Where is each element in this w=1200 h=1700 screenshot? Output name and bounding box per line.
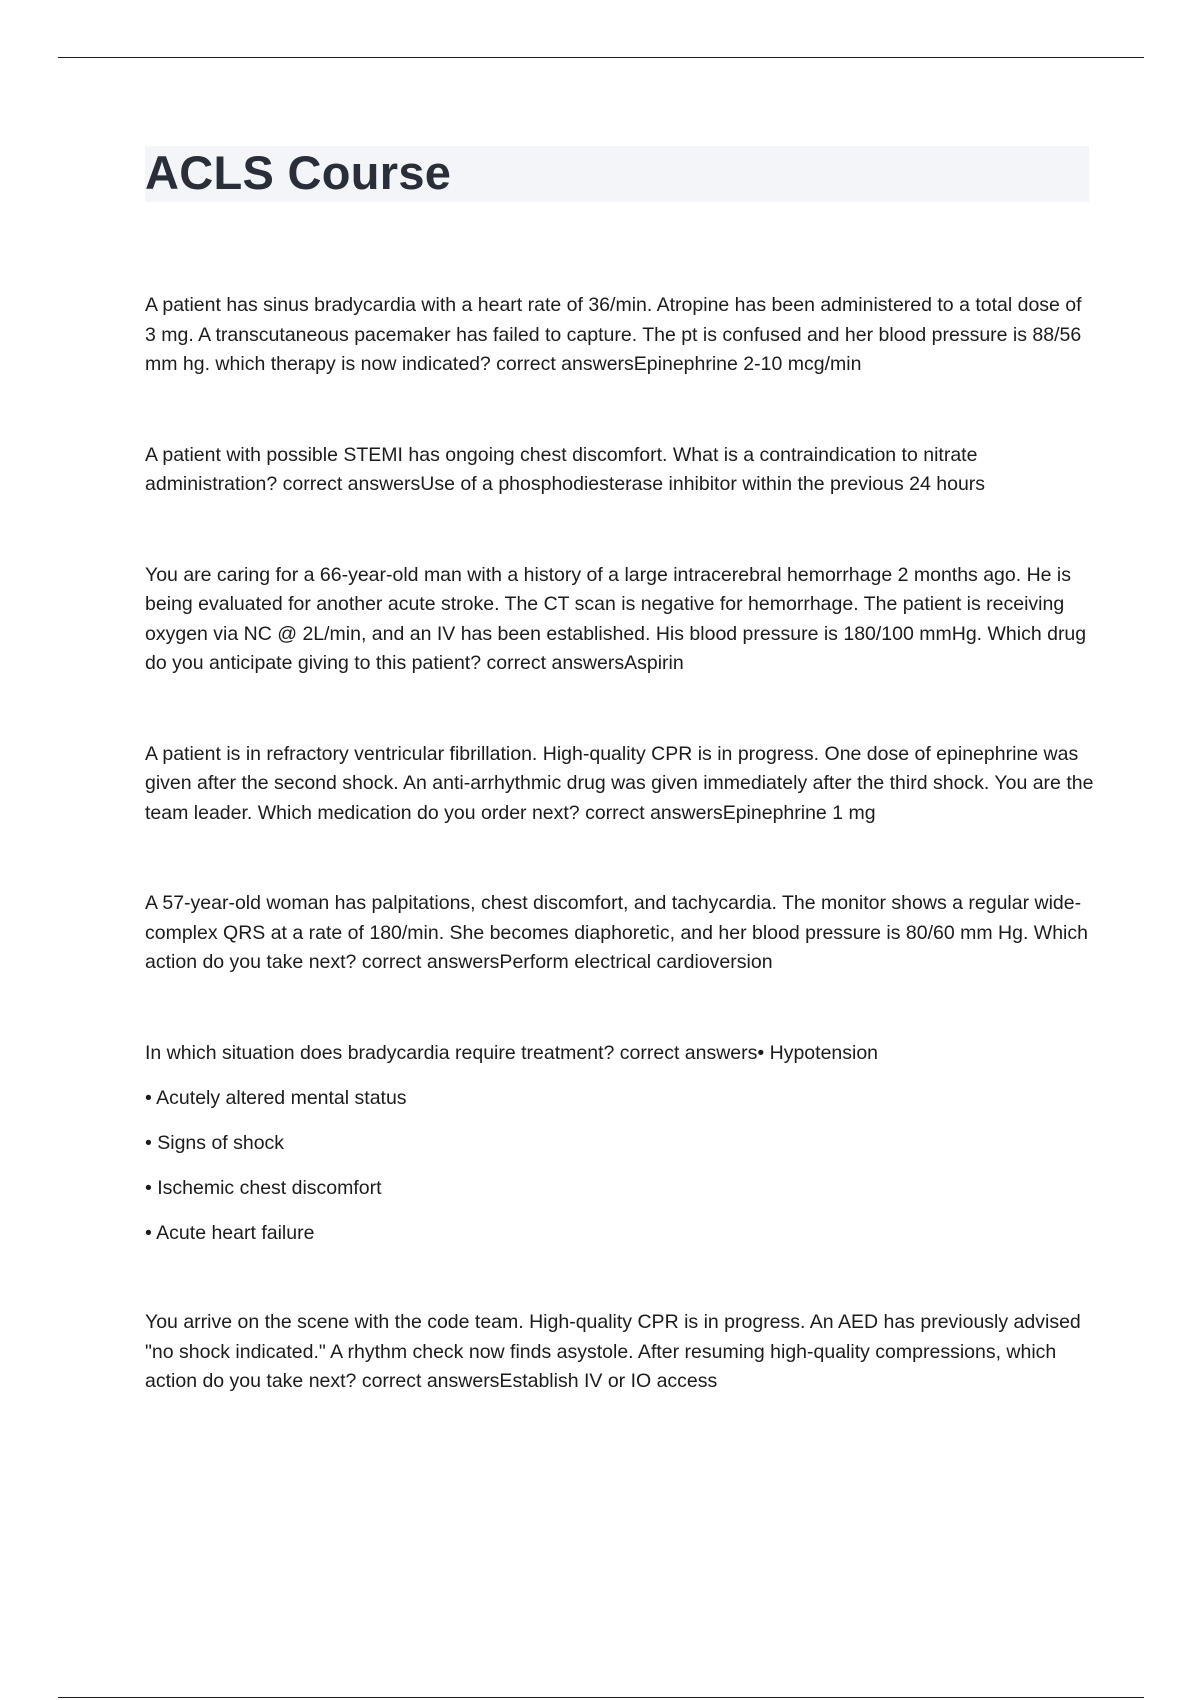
page-title: ACLS Course [145, 146, 452, 199]
bullet-item: • Acutely altered mental status [145, 1086, 407, 1109]
qa-item-5: A 57-year-old woman has palpitations, chest discomfort, and tachycardia. The monitor shows a regular wide-complex QRS at a rate of 180/min. She becomes diaphoretic, and her blood pressure is 80/60 mm Hg. Which action do you take next? correct answersPerform electrical cardioversion [145, 892, 1088, 973]
qa-item-6-question: In which situation does bradycardia require treatment? correct answers• Hypotension [145, 1041, 879, 1064]
qa-item-2: A patient with possible STEMI has ongoing chest discomfort. What is a contraindication to nitrate administration? correct answersUse of a phosphodiesterase inhibitor within the previous 24 hours [145, 443, 986, 495]
top-rule [58, 57, 1144, 58]
qa-content [145, 291, 1095, 1458]
bottom-rule [58, 1697, 1144, 1698]
qa-item-3: You are caring for a 66-year-old man with a history of a large intracerebral hemorrhage 2 months ago. He is being evaluated for another acute stroke. The CT scan is negative for hemorrhage. The patient is receiving oxygen via NC @ 2L/min, and an IV has been established. His blood pressure is 180/100 mmHg. Which drug do you anticipate giving to this patient? correct answersAspirin [145, 563, 1087, 674]
qa-item-7: You arrive on the scene with the code team. High-quality CPR is in progress. An AED has previously advised "no shock indicated." A rhythm check now finds asystole. After resuming high-quality compressions, which action do you take next? correct answersEstablish IV or IO access [145, 1311, 1081, 1392]
qa-item-1: A patient has sinus bradycardia with a heart rate of 36/min. Atropine has been administered to a total dose of 3 mg. A transcutaneous pacemaker has failed to capture. The pt is confused and her blood pressure is 88/56 mm hg. which therapy is now indicated? correct answersEpinephrine 2-10 mcg/min [145, 294, 1082, 375]
bullet-item: • Signs of shock [145, 1131, 285, 1154]
bullet-item: • Ischemic chest discomfort [145, 1176, 382, 1199]
qa-item-6 [145, 1039, 1095, 1249]
qa-item-4: A patient is in refractory ventricular fibrillation. High-quality CPR is in progress. One dose of epinephrine was given after the second shock. An anti-arrhythmic drug was given immediately after the third shock. You are the team leader. Which medication do you order next? correct answersEpinephrine 1 mg [145, 742, 1094, 824]
bullet-item: • Acute heart failure [145, 1221, 315, 1244]
